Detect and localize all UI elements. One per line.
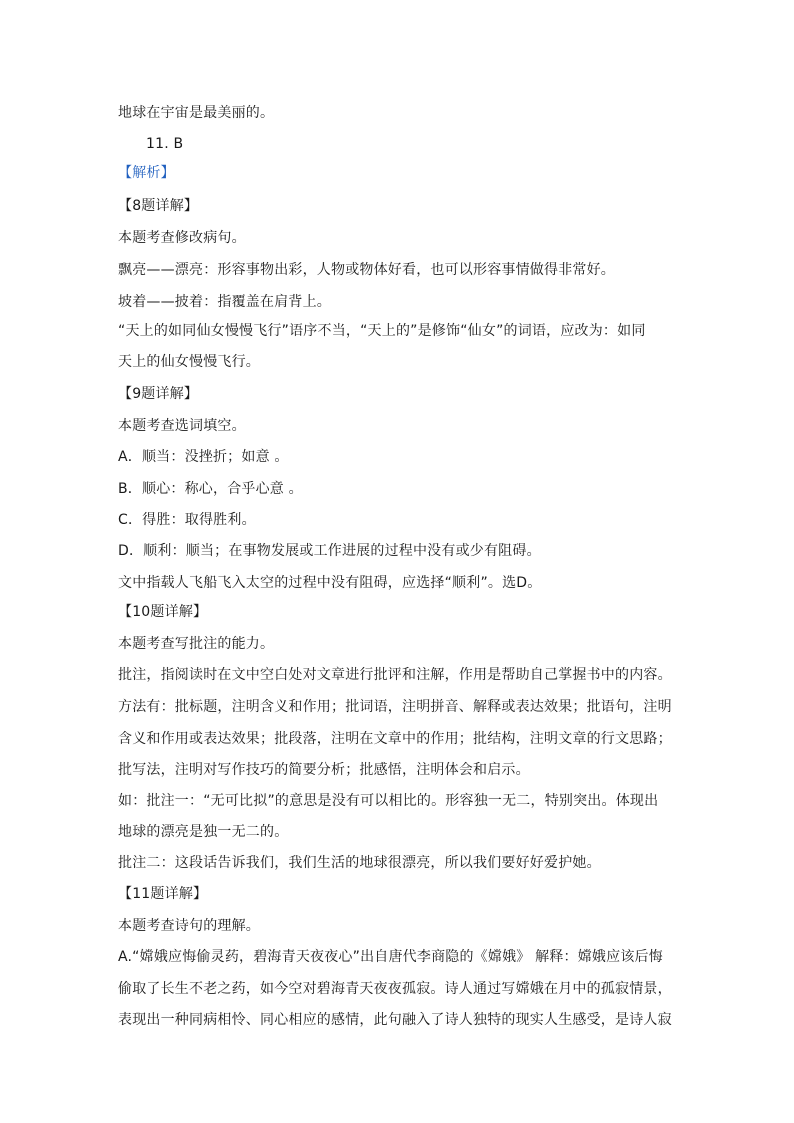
section-heading: 【8题详解】 [118,198,199,214]
text-line: 本题考查修改病句。 [118,230,246,246]
option-line: C．得胜：取得胜利。 [118,512,256,528]
text-line: 天上的仙女慢慢飞行。 [118,354,260,370]
section-heading: 【9题详解】 [118,386,199,402]
text-line: 批注，指阅读时在文中空白处对文章进行批评和注解，作用是帮助自己掌握书中的内容。 [118,667,672,683]
text-line: 文中指载人飞船飞入太空的过程中没有阻碍，应选择“顺利”。选D。 [118,575,542,591]
text-line: 含义和作用或表达效果；批段落，注明在文章中的作用；批结构，注明文章的行文思路； [118,731,672,747]
text-line: 表现出一种同病相怜、同心相应的感情，此句融入了诗人独特的现实人生感受，是诗人寂 [118,1012,672,1028]
text-line: 坡着——披着：指覆盖在肩背上。 [118,294,331,310]
answer-line: 11. B [146,136,184,152]
option-line: A．顺当：没挫折；如意 。 [118,449,289,465]
text-line: “天上的如同仙女慢慢飞行”语序不当，“天上的”是修饰“仙女”的词语，应改为：如同 [118,323,646,339]
section-heading: 【10题详解】 [118,604,208,620]
option-line: B．顺心：称心，合乎心意 。 [118,481,303,497]
text-line: 本题考查诗句的理解。 [118,918,260,934]
text-line: 飘亮——漂亮：形容事物出彩，人物或物体好看，也可以形容事情做得非常好。 [118,262,615,278]
analysis-heading: 【解析】 [118,165,175,181]
text-line: 偷取了长生不老之药，如今空对碧海青天夜夜孤寂。诗人通过写嫦娥在月中的孤寂情景， [118,981,672,997]
text-line: A.“嫦娥应悔偷灵药，碧海青天夜夜心”出自唐代李商隐的《嫦娥》 解释：嫦娥应该后悔 [118,949,663,965]
text-line: 批注二：这段话告诉我们，我们生活的地球很漂亮，所以我们要好好爱护她。 [118,855,601,871]
text-line: 地球的漂亮是独一无二的。 [118,824,289,840]
text-line: 如：批注一：“无可比拟”的意思是没有可以相比的。形容独一无二，特别突出。体现出 [118,793,659,809]
option-line: D．顺利：顺当；在事物发展或工作进展的过程中没有或少有阻碍。 [118,543,541,559]
text-line: 本题考查写批注的能力。 [118,636,275,652]
text-line: 本题考查选词填空。 [118,418,246,434]
text-line: 地球在宇宙是最美丽的。 [118,105,275,121]
text-line: 方法有：批标题，注明含义和作用；批词语，注明拼音、解释或表达效果；批语句，注明 [118,699,672,715]
section-heading: 【11题详解】 [118,886,208,902]
text-line: 批写法，注明对写作技巧的简要分析；批感悟，注明体会和启示。 [118,762,530,778]
